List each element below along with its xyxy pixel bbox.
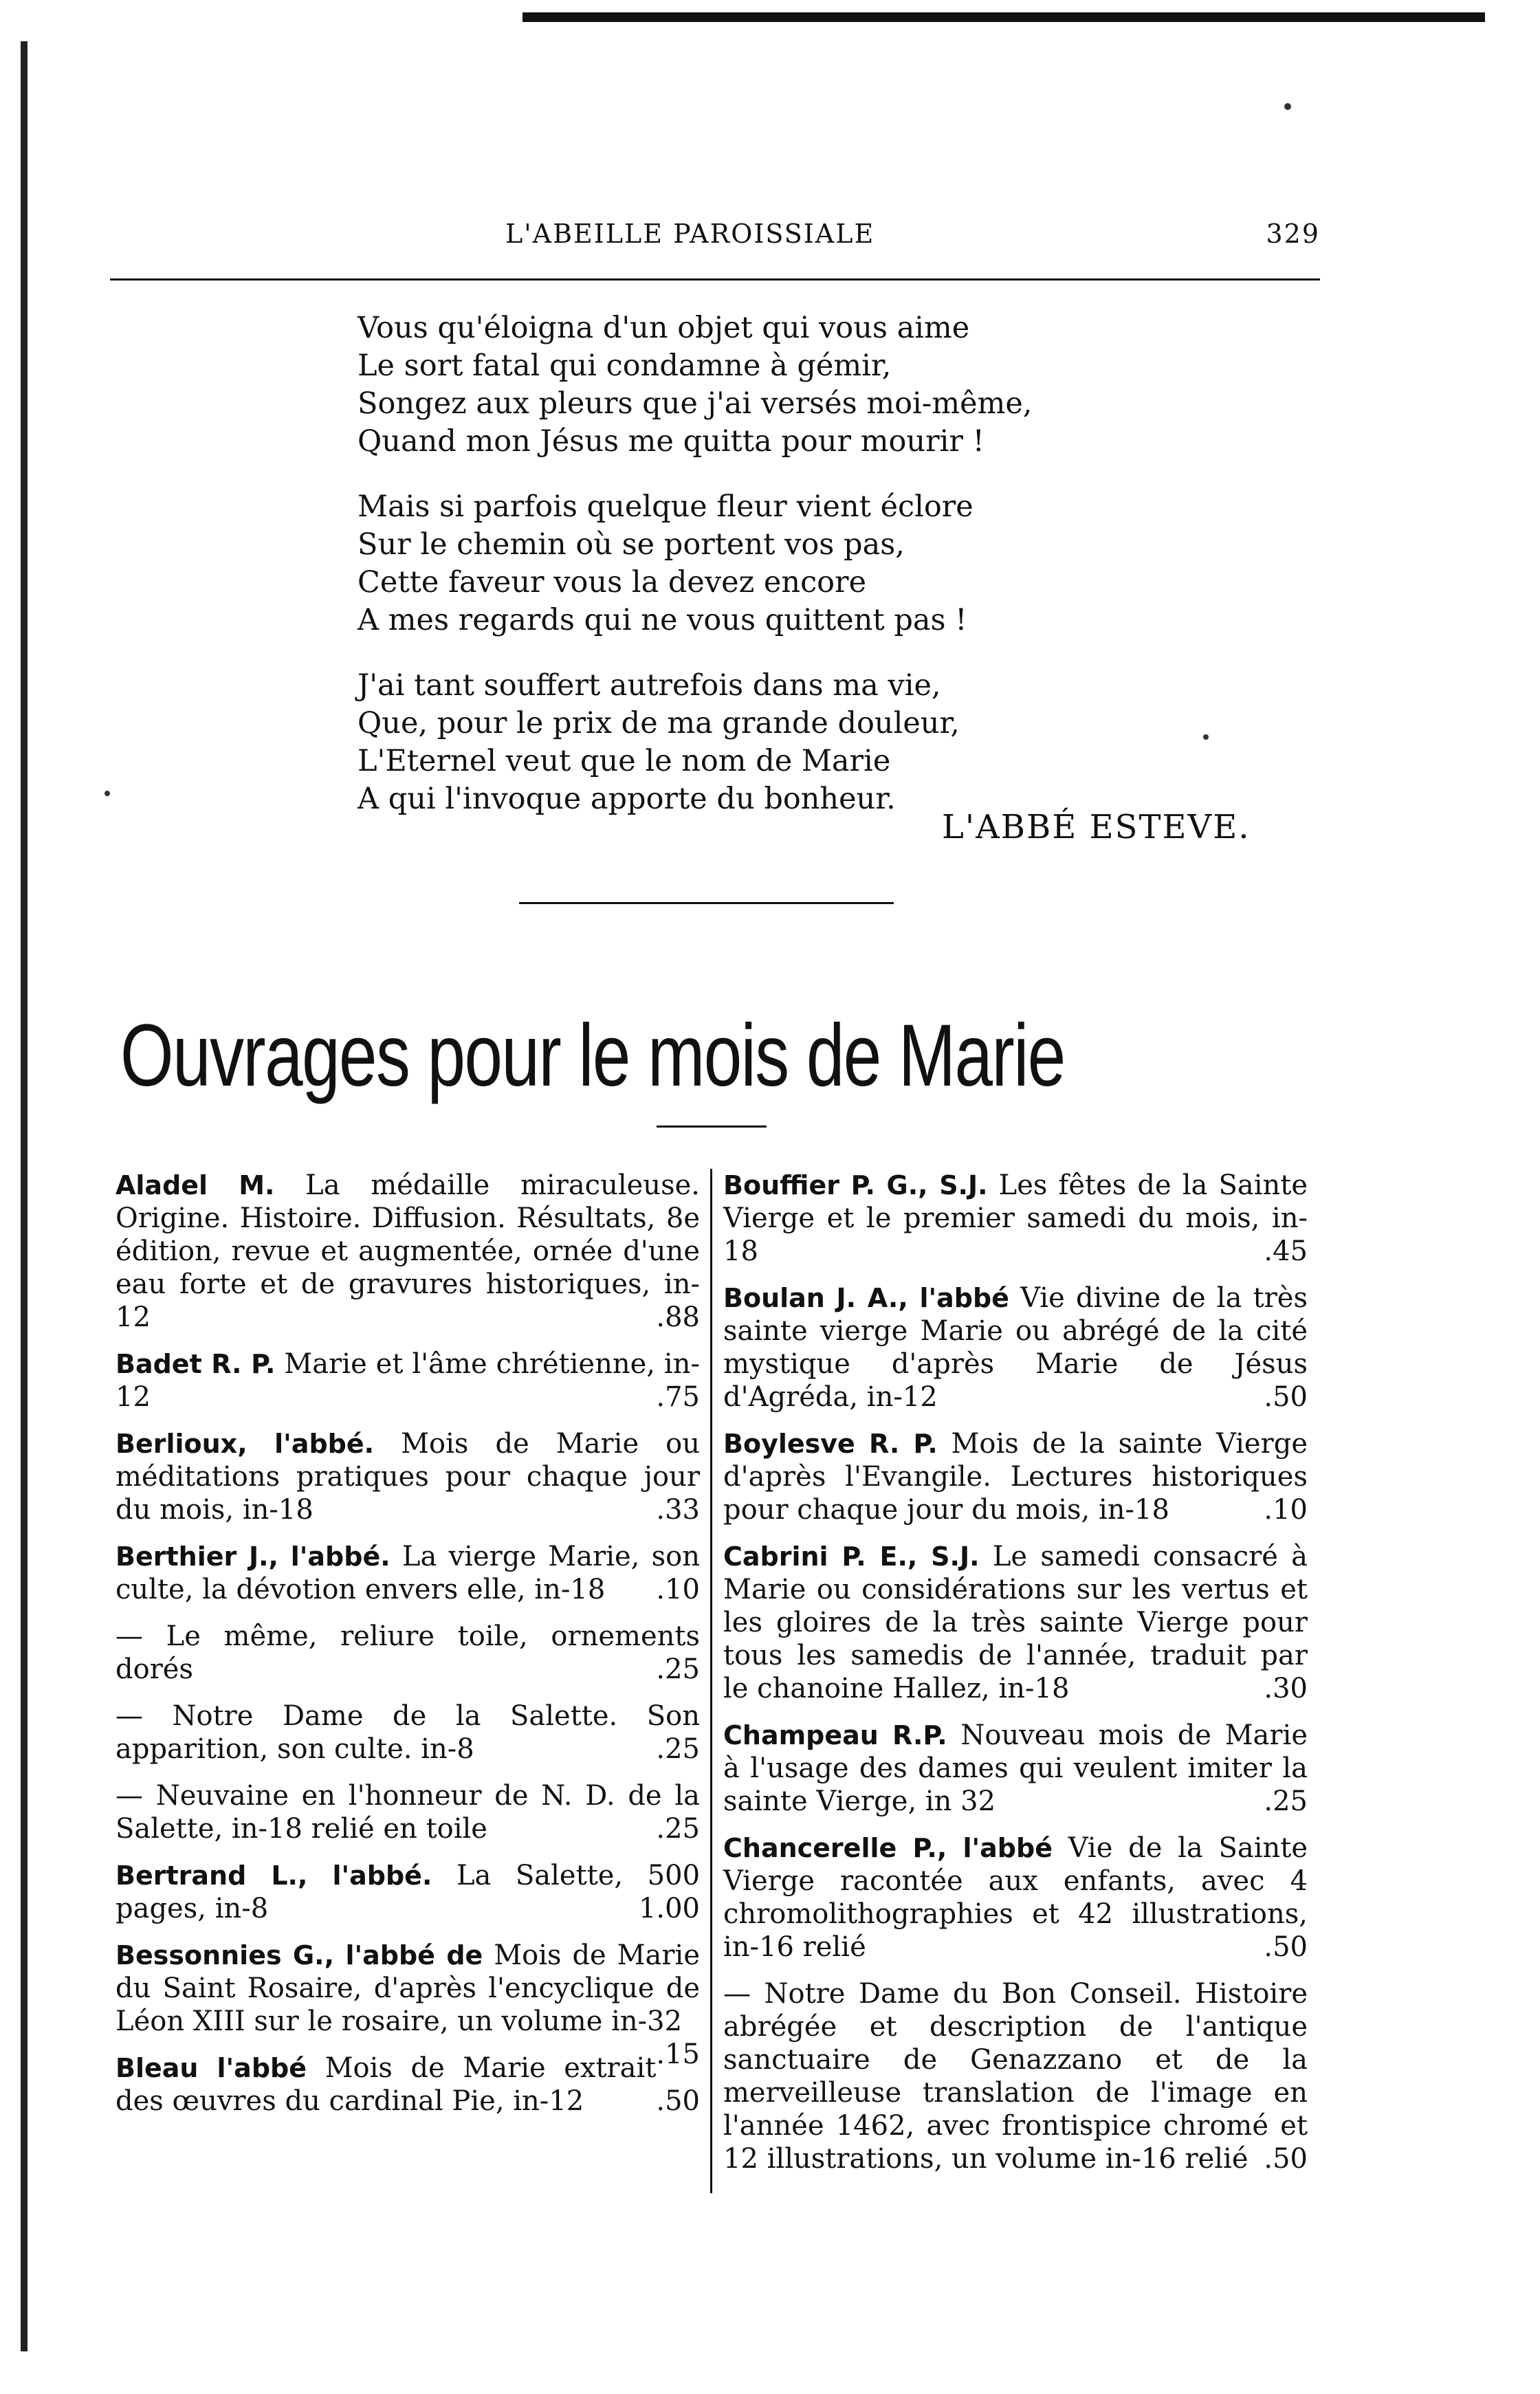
entry-author: Berlioux, l'abbé. [116,1429,375,1459]
poem-line: Que, pour le prix de ma grande douleur, [358,706,960,740]
catalog-entry [116,1620,700,1686]
catalog-entry [723,1282,1308,1414]
catalog-entry [116,1859,700,1925]
entry-title: Les fêtes de la Sainte Vierge et le premier samedi du mois, in-18 [723,1169,1308,1267]
poem [358,309,1251,846]
entry-title: Nouveau mois de Marie à l'usage des dames qui veulent imiter la sainte Vierge, in 32 [723,1720,1308,1817]
entry-title: Mois de Marie extrait des œuvres du cardinal Pie, in-12 [116,2052,657,2117]
entry-price: .50 [1264,2143,1308,2175]
poem-line: Quand mon Jésus me quitta pour mourir ! [358,424,984,459]
entry-price: .33 [656,1494,700,1526]
entry-author: Bessonnies G., l'abbé de [116,1940,483,1970]
page-number: 329 [1266,219,1320,249]
entry-price: .75 [656,1381,700,1413]
scan-speck [104,791,110,796]
catalog-left-column [116,1169,700,2131]
entry-price: .45 [1264,1236,1308,1267]
entry-price: .88 [656,1302,700,1333]
entry-author: Boulan J. A., l'abbé [723,1283,1009,1313]
catalog-entry [723,1832,1308,1964]
entry-title: La Salette, 500 pages, in-8 [116,1860,701,1924]
separator-rule [657,1125,767,1128]
poem-stanza [358,309,1251,461]
poem-line: A qui l'invoque apporte du bonheur. [358,782,896,816]
poem-line: Le sort fatal qui condamne à gémir, [358,349,892,383]
entry-author: Cabrini P. E., S.J. [723,1541,980,1572]
poem-line: L'Eternel veut que le nom de Marie [358,744,891,778]
entry-price: .25 [656,1654,700,1685]
catalog-entry [723,1977,1308,2175]
catalog-entry [116,1348,700,1414]
entry-author: Boylesve R. P. [723,1429,938,1459]
catalog-entry [116,1540,700,1606]
entry-author: Bertrand L., l'abbé. [116,1860,432,1891]
column-divider [710,1169,712,2193]
entry-title: — Notre Dame de la Salette. Son apparition, son culte. in-8 [116,1700,700,1765]
poem-line: J'ai tant souffert autrefois dans ma vie, [358,668,941,703]
poem-stanza [358,488,1251,639]
scan-speck [1203,734,1209,740]
entry-title: La vierge Marie, son culte, la dévotion envers elle, in-18 [116,1541,700,1605]
entry-title: Marie et l'âme chrétienne, in-12 [116,1348,700,1413]
scan-speck [1284,103,1291,110]
entry-author: Badet R. P. [116,1349,276,1379]
poem-line: Sur le chemin où se portent vos pas, [358,527,905,562]
entry-author: Bleau l'abbé [116,2053,307,2083]
entry-title: Mois de Marie ou méditations pratiques pour chaque jour du mois, in-18 [116,1428,700,1526]
poem-line: A mes regards qui ne vous quittent pas ! [358,603,967,637]
entry-price: .25 [656,1813,700,1845]
catalog-entry [116,1700,700,1766]
catalog-entry [116,1427,700,1526]
entry-price: .50 [1264,1931,1308,1963]
catalog-entry [723,1169,1308,1268]
entry-price: .15 [656,2039,700,2070]
poem-line: Mais si parfois quelque fleur vient éclore [358,490,974,524]
entry-price: .25 [656,1733,700,1765]
catalog-entry [723,1540,1308,1705]
catalog-entry [116,1779,700,1845]
entry-title: Mois de la sainte Vierge d'après l'Evangile. Lectures historiques pour chaque jour du mois, in-18 [723,1428,1308,1526]
entry-title: — Le même, reliure toile, ornements dorés [116,1621,700,1685]
entry-title: Le samedi consacré à Marie ou considérations sur les vertus et les gloires de la très sainte Vierge pour tous les samedis de l'année, traduit par le chanoine Hallez, in-18 [723,1541,1308,1704]
entry-price: 1.00 [638,1893,700,1924]
top-scan-edge [522,12,1485,22]
entry-title: Vie de la Sainte Vierge racontée aux enfants, avec 4 chromolithographies et 42 illustrations, in-16 relié [723,1832,1308,1963]
entry-price: .25 [1264,1786,1308,1817]
running-title: L'ABEILLE PAROISSIALE [505,219,875,249]
entry-price: .30 [1264,1673,1308,1704]
poem-line: Songez aux pleurs que j'ai versés moi-même, [358,386,1033,421]
entry-title: — Notre Dame du Bon Conseil. Histoire abrégée et description de l'antique sanctuaire de Genazzano et de la merveilleuse translation de l'image en l'année 1462, avec frontispice chromé et 12 illustrations, un volume in-16 relié [723,1978,1308,2175]
entry-price: .50 [656,2085,700,2117]
catalog-entry [116,2052,700,2118]
entry-author: Aladel M. [116,1170,275,1200]
poem-line: Vous qu'éloigna d'un objet qui vous aime [358,311,970,345]
catalog-entry [723,1719,1308,1818]
entry-author: Champeau R.P. [723,1720,947,1750]
entry-author: Bouffier P. G., S.J. [723,1170,988,1200]
separator-rule [519,902,894,904]
entry-price: .10 [1264,1494,1308,1526]
entry-title: La médaille miraculeuse. Origine. Histoire. Diffusion. Résultats, 8e édition, revue et augmentée, ornée d'une eau forte et de gravures historiques, in-12 [116,1169,700,1333]
left-scan-edge [21,41,28,2351]
entry-price: .10 [656,1574,700,1605]
entry-author: Chancerelle P., l'abbé [723,1833,1053,1863]
poem-stanza [358,667,1251,818]
entry-author: Berthier J., l'abbé. [116,1541,390,1572]
catalog-right-column [723,1169,1308,2189]
catalog-entry [116,1169,700,1334]
poem-signature: L'ABBÉ ESTEVE. [942,808,1251,846]
catalog-entry [723,1427,1308,1526]
header-rule [110,278,1320,281]
section-title: Ouvrages pour le mois de Marie [120,1006,1065,1105]
poem-line: Cette faveur vous la devez encore [358,565,867,600]
entry-price: .50 [1264,1381,1308,1413]
entry-title: Mois de Marie du Saint Rosaire, d'après l'encyclique de Léon XIII sur le rosaire, un volume in-32 [116,1940,700,2037]
entry-title: — Neuvaine en l'honneur de N. D. de la Salette, in-18 relié en toile [116,1780,700,1845]
entry-title: Vie divine de la très sainte vierge Marie ou abrégé de la cité mystique d'après Marie de Jésus d'Agréda, in-12 [723,1282,1308,1413]
